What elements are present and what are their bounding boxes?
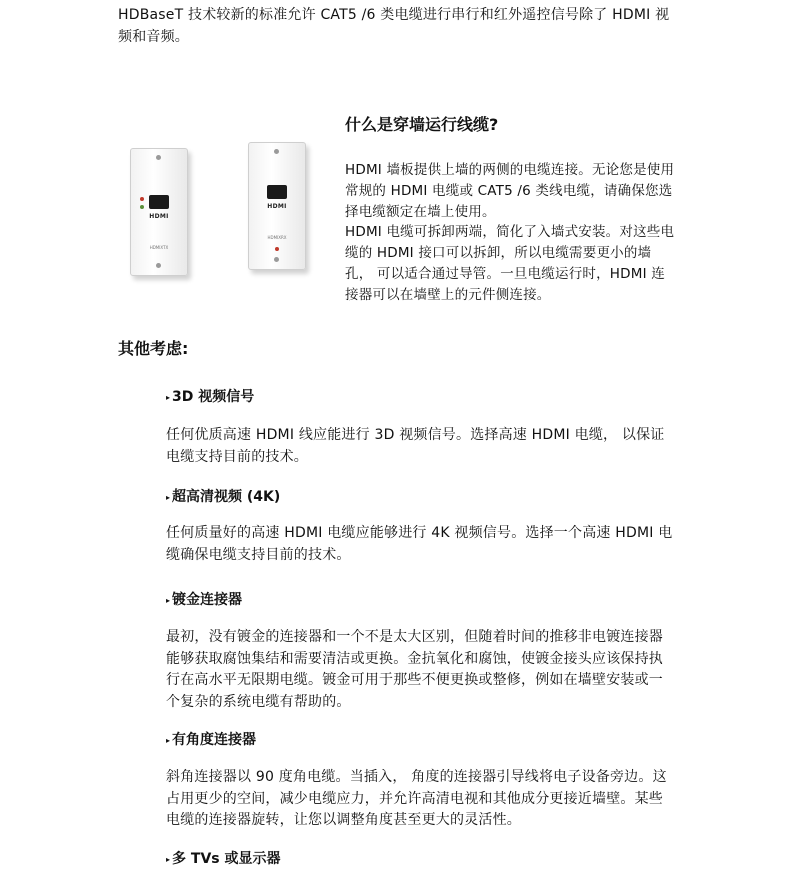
bullet-icon: ▸ xyxy=(166,735,171,745)
item-heading-angled xyxy=(166,729,256,749)
item-heading-text: 超高清视频 (4K) xyxy=(172,489,281,505)
led-green xyxy=(140,205,144,209)
hdmi-logo: HDMI xyxy=(267,203,287,210)
item-body-gold: 最初，没有镀金的连接器和一个不是太大区别，但随着时间的推移非电镀连接器能够获取腐蚀集结和需要清洁或更换。金抗氧化和腐蚀，使镀金接头应该保持执行在高水平无限期电缆。镀金可用于那些不便更换或整修，例如在墙壁安装或一个复杂的系统电缆有帮助的。 xyxy=(166,629,663,710)
bullet-icon: ▸ xyxy=(166,595,171,605)
hdmi-port xyxy=(149,195,169,209)
item-heading-gold xyxy=(166,589,242,609)
other-considerations-title: 其他考虑: xyxy=(118,339,189,358)
wall-plate-receiver xyxy=(248,142,306,270)
item-heading-text: 镀金连接器 xyxy=(172,592,243,608)
hdmi-logo: HDMI xyxy=(149,213,169,220)
item-body-angled: 斜角连接器以 90 度角电缆。当插入， 角度的连接器引导线将电子设备旁边。这占用更少的空间，减少电缆应力，并允许高清电视和其他成分更接近墙壁。某些电缆的连接器旋转，让您以调整角度甚至更大的灵活性。 xyxy=(166,769,667,828)
screw-hole-bottom xyxy=(274,257,279,262)
wall-plate-image xyxy=(130,142,320,282)
item-heading-text: 多 TVs 或显示器 xyxy=(172,851,281,867)
wall-section-body xyxy=(345,160,675,306)
item-heading-4k xyxy=(166,486,280,506)
item-heading-3d xyxy=(166,386,254,406)
item-heading-text: 有角度连接器 xyxy=(172,732,257,748)
hdmi-port xyxy=(267,185,287,199)
screw-hole-top xyxy=(274,149,279,154)
screw-hole-top xyxy=(156,155,161,160)
item-heading-multi-tv xyxy=(166,848,280,868)
led-red xyxy=(140,197,144,201)
wall-section-paragraph-1: HDMI 墙板提供上墙的两侧的电缆连接。无论您是使用常规的 HDMI 电缆或 CAT5 /6 类线电缆，请确保您选择电缆额定在墙上使用。 xyxy=(345,162,675,220)
led-red xyxy=(275,247,279,251)
screw-hole-bottom xyxy=(156,263,161,268)
bullet-icon: ▸ xyxy=(166,854,171,864)
item-heading-text: 3D 视频信号 xyxy=(172,389,255,405)
wall-section-heading: 什么是穿墙运行线缆? xyxy=(345,115,499,134)
plate-model-label: HDMIXTX xyxy=(149,245,169,250)
wall-plate-transmitter xyxy=(130,148,188,276)
item-body-4k: 任何质量好的高速 HDMI 电缆应能够进行 4K 视频信号。选择一个高速 HDMI 电缆确保电缆支持目前的技术。 xyxy=(166,525,673,563)
bullet-icon: ▸ xyxy=(166,392,171,402)
plate-model-label: HDMIXRX xyxy=(267,235,287,240)
wall-section-paragraph-2: HDMI 电缆可拆卸两端，简化了入墙式安装。对这些电缆的 HDMI 接口可以拆卸，所以电缆需要更小的墙孔， 可以适合通过导管。一旦电缆运行时，HDMI 连接器可以在墙壁上的元件侧连接。 xyxy=(345,224,675,303)
bullet-icon: ▸ xyxy=(166,492,171,502)
item-body-3d: 任何优质高速 HDMI 线应能进行 3D 视频信号。选择高速 HDMI 电缆， 以保证电缆支持目前的技术。 xyxy=(166,427,665,465)
intro-paragraph: HDBaseT 技术较新的标准允许 CAT5 /6 类电缆进行串行和红外遥控信号除了 HDMI 视频和音频。 xyxy=(118,7,670,45)
